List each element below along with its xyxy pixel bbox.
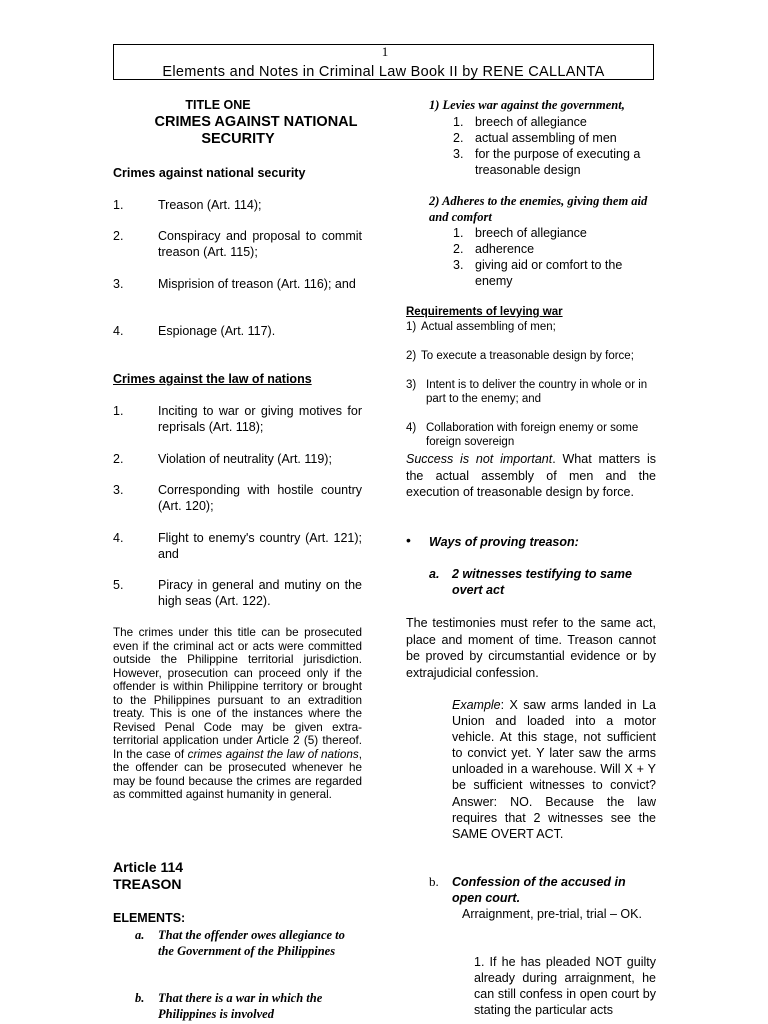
example-paragraph: Example: X saw arms landed in La Union and loaded into a motor vehicle. At this stage, not sufficient to convict yet. Y later saw the arms unloaded in a warehouse. Will X + Y be sufficient witnesses to convict? Answer: NO. Because the law requires that 2 witnesses see the SAME OVERT ACT. bbox=[452, 698, 656, 841]
list-item-number: 3. bbox=[113, 483, 124, 497]
list-item-text: breech of allegiance bbox=[475, 115, 587, 129]
requirement-number: 3) bbox=[406, 379, 417, 391]
list-item-number: 4. bbox=[113, 324, 124, 338]
list-item-number: 1. bbox=[453, 226, 464, 240]
list-item-text: actual assembling of men bbox=[475, 131, 617, 145]
requirement-text: Intent is to deliver the country in whole or in part to the enemy; and bbox=[426, 379, 648, 405]
requirements-heading: Requirements of levying war bbox=[406, 306, 563, 318]
mode1-heading: 1) Levies war against the government, bbox=[429, 98, 625, 112]
list-item-text: for the purpose of executing a treasonable design bbox=[475, 147, 641, 177]
list-item-text: Violation of neutrality (Art. 119); bbox=[158, 452, 332, 466]
element-text: That there is a war in which the Philippines is involved bbox=[158, 991, 323, 1021]
requirement-number: 1) bbox=[406, 321, 417, 333]
list-item-text: Inciting to war or giving motives for reprisals (Art. 118); bbox=[158, 404, 362, 434]
requirement-number: 4) bbox=[406, 422, 417, 434]
mode2-heading: 2) Adheres to the enemies, giving them aid and comfort bbox=[429, 194, 648, 224]
list-item-text: breech of allegiance bbox=[475, 226, 587, 240]
plea-paragraph: 1. If he has pleaded NOT guilty already during arraignment, he can still confess in open court by stating the particular acts bbox=[474, 955, 656, 1017]
list-item-text: Piracy in general and mutiny on the high seas (Art. 122). bbox=[158, 578, 362, 608]
list-item-text: giving aid or comfort to the enemy bbox=[475, 258, 623, 288]
list-item-text: adherence bbox=[475, 242, 535, 256]
document-title: Elements and Notes in Criminal Law Book II by RENE CALLANTA bbox=[162, 64, 605, 80]
list-item-text: Flight to enemy's country (Art. 121); and bbox=[158, 531, 362, 561]
list-item-text: Conspiracy and proposal to commit treason (Art. 115); bbox=[158, 229, 362, 259]
list-item-number: 2. bbox=[453, 131, 464, 145]
way-a-letter: a. bbox=[429, 567, 440, 581]
list-item-number: 3. bbox=[453, 258, 464, 272]
article-title: TREASON bbox=[113, 876, 182, 892]
list-item-number: 2. bbox=[113, 229, 124, 243]
title-name-line2: SECURITY bbox=[201, 131, 275, 147]
list-item-number: 3. bbox=[113, 277, 124, 291]
jurisdiction-note: The crimes under this title can be prosecuted even if the criminal act or acts were committed outside the Philippine territorial jurisdiction. However, prosecution can proceed only if the offender is within Philippine territory or brought to the Philippines pursuant to an extradition treaty. This is one of the instances where the Revised Penal Code may be given extra-territorial application under Article 2 (5) thereof. In the case of crimes against the law of nations, the offender can be prosecuted whenever he may be found because the crimes are regarded as committed against humanity in general. bbox=[113, 626, 362, 801]
testimony-paragraph: The testimonies must refer to the same act, place and moment of time. Treason cannot be proved by circumstantial evidence or by extrajudicial confession. bbox=[406, 616, 656, 680]
list-item-number: 3. bbox=[453, 147, 464, 161]
arraignment-text: Arraignment, pre-trial, trial – OK. bbox=[462, 907, 642, 921]
elements-heading: ELEMENTS: bbox=[113, 911, 186, 925]
list-item-number: 4. bbox=[113, 531, 124, 545]
list-item-text: Espionage (Art. 117). bbox=[158, 324, 276, 338]
page-number: 1 bbox=[381, 44, 389, 59]
list-item-number: 1. bbox=[113, 404, 124, 418]
list-item-text: Misprision of treason (Art. 116); and bbox=[158, 277, 356, 291]
ways-heading: Ways of proving treason: bbox=[429, 535, 579, 549]
requirement-text: Collaboration with foreign enemy or some foreign sovereign bbox=[426, 422, 639, 448]
list-item-number: 1. bbox=[113, 198, 124, 212]
way-b-text: Confession of the accused in open court. bbox=[452, 875, 626, 905]
success-paragraph: Success is not important. What matters is the actual assembly of men and the execution of treasonable design by force. bbox=[406, 452, 656, 499]
list-item-number: 2. bbox=[113, 452, 124, 466]
requirement-number: 2) bbox=[406, 350, 417, 362]
list-item-number: 1. bbox=[453, 115, 464, 129]
title-name-line1: CRIMES AGAINST NATIONAL bbox=[154, 114, 358, 130]
list-item-number: 5. bbox=[113, 578, 124, 592]
way-b-letter: b. bbox=[429, 874, 439, 889]
section-heading-national-security: Crimes against national security bbox=[113, 166, 306, 180]
element-letter: b. bbox=[135, 991, 145, 1005]
article-number: Article 114 bbox=[113, 859, 184, 875]
section-heading-law-of-nations: Crimes against the law of nations bbox=[113, 372, 312, 386]
title-one-label: TITLE ONE bbox=[185, 98, 251, 112]
element-text: That the offender owes allegiance to the Government of the Philippines bbox=[158, 928, 345, 958]
list-item-text: Corresponding with hostile country (Art. 120); bbox=[158, 483, 362, 513]
bullet-icon: • bbox=[406, 532, 411, 548]
document-header bbox=[113, 44, 654, 80]
list-item-text: Treason (Art. 114); bbox=[158, 198, 262, 212]
way-a-text: 2 witnesses testifying to same overt act bbox=[452, 567, 632, 597]
requirement-text: Actual assembling of men; bbox=[421, 321, 556, 333]
element-letter: a. bbox=[135, 928, 145, 942]
list-item-number: 2. bbox=[453, 242, 464, 256]
requirement-text: To execute a treasonable design by force; bbox=[421, 350, 634, 362]
